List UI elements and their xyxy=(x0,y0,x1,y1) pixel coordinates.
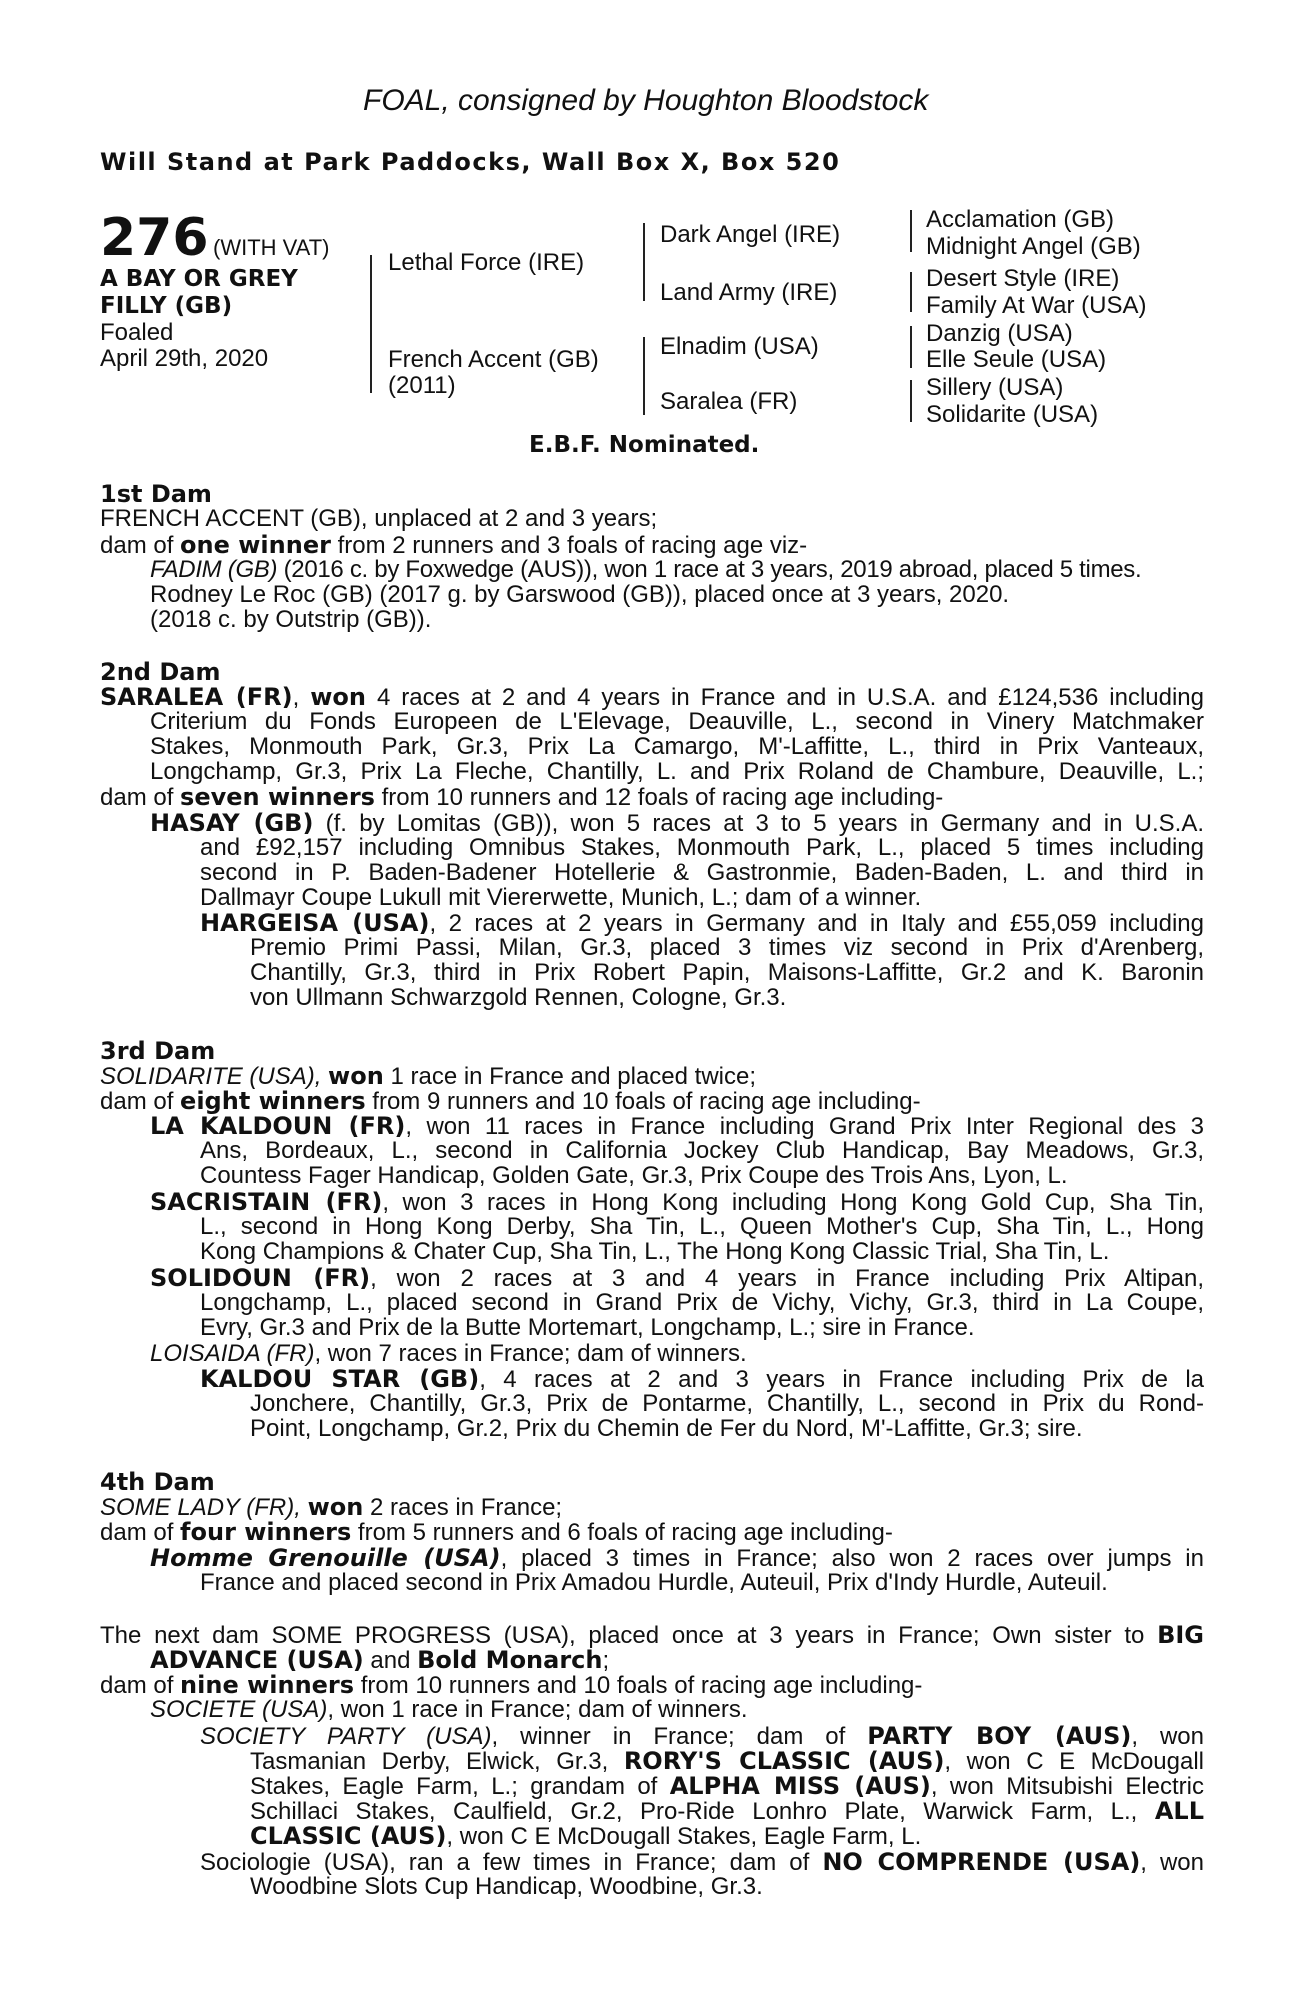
text: , won 1 race in France; dam of winners. xyxy=(327,1696,748,1723)
text: , won 3 races in Hong Kong including Hong Kong Gold Cup, Sha Tin, xyxy=(382,1189,1204,1216)
horse-name: KALDOU STAR (GB) xyxy=(200,1365,480,1393)
text: Stakes, Eagle Farm, L.; grandam of xyxy=(250,1773,670,1800)
vat-label: (WITH VAT) xyxy=(213,235,330,260)
pedigree-sire: Lethal Force (IRE) xyxy=(388,249,585,276)
horse-name: LOISAIDA (FR) xyxy=(150,1340,315,1367)
text: won xyxy=(310,683,366,711)
pedigree-brace-3 xyxy=(643,337,645,415)
pedigree-sds: Desert Style (IRE) xyxy=(926,265,1120,292)
horse-name: ALPHA MISS (AUS) xyxy=(669,1772,931,1800)
third-dam-produce-line xyxy=(100,1089,921,1114)
text: (f. by Lomitas (GB)), won 5 races at 3 to 5 years in Germany and in U.S.A. xyxy=(313,810,1205,837)
hasay-line-4: Dallmayr Coupe Lukull mit Viererwette, Munich, L.; dam of a winner. xyxy=(200,884,922,911)
pedigree-dam: French Accent (GB) xyxy=(388,346,599,373)
first-dam-heading: 1st Dam xyxy=(100,480,212,508)
winners-count: four winners xyxy=(180,1518,352,1546)
text: , xyxy=(292,684,311,711)
text: , won xyxy=(1140,1849,1205,1876)
horse-name: HASAY (GB) xyxy=(150,809,314,837)
pedigree-brace-2 xyxy=(643,223,645,301)
ebf-nominated: E.B.F. Nominated. xyxy=(529,432,760,458)
pedigree-ss: Dark Angel (IRE) xyxy=(660,221,841,248)
horse-name: SOCIETE (USA) xyxy=(150,1696,328,1723)
offspring-2: Rodney Le Roc (GB) (2017 g. by Garswood (GB)), placed once at 3 years, 2020. xyxy=(150,581,1010,608)
homme-grenouille-line-2: France and placed second in Prix Amadou Hurdle, Auteuil, Prix d'Indy Hurdle, Auteuil. xyxy=(200,1569,1108,1596)
fourth-dam-heading: 4th Dam xyxy=(100,1468,215,1496)
horse-name: LA KALDOUN (FR) xyxy=(150,1112,406,1140)
text: won xyxy=(328,1062,384,1090)
horse-name: ADVANCE (USA) xyxy=(150,1646,364,1674)
pedigree-dam-year: (2011) xyxy=(388,372,456,399)
sacristain-line-1 xyxy=(150,1190,1204,1215)
pedigree-sss: Acclamation (GB) xyxy=(926,206,1115,233)
society-party-line-5 xyxy=(250,1824,921,1849)
text: , xyxy=(294,1494,308,1521)
horse-name: SOME LADY (FR) xyxy=(100,1494,295,1521)
horse-name: SOLIDARITE (USA) xyxy=(100,1063,315,1090)
first-dam-produce-line xyxy=(100,533,807,558)
text: , won 7 races in France; dam of winners. xyxy=(314,1340,747,1367)
text: from 5 runners and 6 foals of racing age including- xyxy=(351,1519,893,1546)
homme-grenouille-line-1 xyxy=(150,1546,1204,1571)
winners-count: nine winners xyxy=(180,1671,355,1699)
hargeisa-line-3: Chantilly, Gr.3, third in Prix Robert Papin, Maisons-Laffitte, Gr.2 and K. Baronin xyxy=(250,959,1204,986)
la-kaldoun-line-2: Ans, Bordeaux, L., second in California Jockey Club Handicap, Bay Meadows, Gr.3, xyxy=(200,1137,1204,1164)
second-dam-line-3: Stakes, Monmouth Park, Gr.3, Prix La Camargo, M'-Laffitte, L., third in Prix Vanteaux, xyxy=(150,733,1204,760)
text: from 10 runners and 12 foals of racing age including- xyxy=(374,784,944,811)
pedigree-ddd: Solidarite (USA) xyxy=(926,401,1099,428)
society-party-line-4 xyxy=(250,1799,1204,1824)
text: and xyxy=(363,1647,418,1674)
horse-name: Homme Grenouille (USA) xyxy=(150,1544,501,1572)
pedigree-ssd: Midnight Angel (GB) xyxy=(926,233,1141,260)
pedigree-sdd: Family At War (USA) xyxy=(926,292,1147,319)
hasay-line-1 xyxy=(150,811,1204,836)
offspring-1 xyxy=(150,558,1141,582)
society-party-line-1 xyxy=(200,1724,1204,1749)
first-dam-line: FRENCH ACCENT (GB), unplaced at 2 and 3 years; xyxy=(100,505,658,532)
pedigree-brace-1 xyxy=(370,255,372,393)
text: from 9 runners and 10 foals of racing age including- xyxy=(365,1088,921,1115)
winners-count: seven winners xyxy=(180,783,375,811)
text: (2016 c. by Foxwedge (AUS)), won 1 race at 3 years, 2019 abroad, placed 5 times. xyxy=(277,556,1142,583)
pedigree-brace-6 xyxy=(910,326,912,368)
text: 1 race in France and placed twice; xyxy=(383,1063,756,1090)
sex-line-2: FILLY (GB) xyxy=(100,293,233,319)
winners-count: eight winners xyxy=(180,1087,366,1115)
pedigree-sd: Land Army (IRE) xyxy=(660,279,838,306)
second-dam-heading: 2nd Dam xyxy=(100,658,221,686)
solidoun-line-2: Longchamp, L., placed second in Grand Prix de Vichy, Vichy, Gr.3, third in La Coupe, xyxy=(200,1289,1204,1316)
winners-count: one winner xyxy=(180,531,331,559)
text: Sociologie (USA), ran a few times in France; dam of xyxy=(200,1849,823,1876)
lot-number: 276 xyxy=(100,208,209,268)
text: , placed 3 times in France; also won 2 races over jumps in xyxy=(500,1545,1204,1572)
foaled-label: Foaled xyxy=(100,319,174,346)
text: , won 11 races in France including Grand Prix Inter Regional des 3 xyxy=(405,1113,1204,1140)
second-dam-line-1 xyxy=(100,685,1204,710)
sacristain-line-3: Kong Champions & Chater Cup, Sha Tin, L., The Hong Kong Classic Trial, Sha Tin, L. xyxy=(200,1238,1110,1265)
third-dam-heading: 3rd Dam xyxy=(100,1037,216,1065)
text: , won C E McDougall xyxy=(944,1748,1204,1775)
sociologie-line-2: Woodbine Slots Cup Handicap, Woodbine, Gr.3. xyxy=(250,1873,763,1900)
society-party-line-3 xyxy=(250,1774,1204,1799)
text: The next dam SOME PROGRESS (USA), placed once at 3 years in France; Own sister to xyxy=(100,1622,1158,1649)
second-dam-line-4: Longchamp, Gr.3, Prix La Fleche, Chantilly, L. and Prix Roland de Chambure, Deauville, L.; xyxy=(150,758,1204,785)
society-party-line-2 xyxy=(250,1749,1204,1774)
pedigree-brace-5 xyxy=(910,272,912,312)
pedigree-brace-4 xyxy=(910,210,912,252)
text: , won C E McDougall Stakes, Eagle Farm, L. xyxy=(446,1823,922,1850)
pedigree-dds: Sillery (USA) xyxy=(926,374,1064,401)
pedigree-dss: Danzig (USA) xyxy=(926,320,1073,347)
hargeisa-line-4: von Ullmann Schwarzgold Rennen, Cologne, Gr.3. xyxy=(250,984,787,1011)
pedigree-dd: Saralea (FR) xyxy=(660,388,798,415)
text: dam of xyxy=(100,532,181,559)
horse-name: ALL xyxy=(1154,1797,1204,1825)
horse-name: NO COMPRENDE (USA) xyxy=(822,1848,1141,1876)
text: from 2 runners and 3 foals of racing age viz- xyxy=(330,532,808,559)
kaldou-star-line-2: Jonchere, Chantilly, Gr.3, Prix de Pontarme, Chantilly, L., second in Prix du Rond- xyxy=(250,1390,1204,1417)
horse-name: RORY'S CLASSIC (AUS) xyxy=(623,1747,945,1775)
horse-name: SOCIETY PARTY (USA) xyxy=(200,1723,492,1750)
second-dam-produce-line xyxy=(100,785,943,810)
loisaida-line xyxy=(150,1342,747,1366)
text: Tasmanian Derby, Elwick, Gr.3, xyxy=(250,1748,624,1775)
la-kaldoun-line-1 xyxy=(150,1114,1204,1139)
stand-location: Will Stand at Park Paddocks, Wall Box X, Box 520 xyxy=(100,148,841,176)
text: , xyxy=(314,1063,329,1090)
text: , winner in France; dam of xyxy=(491,1723,868,1750)
second-dam-line-2: Criterium du Fonds Europeen de L'Elevage, Deauville, L., second in Vinery Matchmaker xyxy=(150,708,1204,735)
text: dam of xyxy=(100,1088,181,1115)
fourth-dam-line-1 xyxy=(100,1495,562,1520)
text: Schillaci Stakes, Caulfield, Gr.2, Pro-Ride Lonhro Plate, Warwick Farm, L., xyxy=(250,1798,1155,1825)
text: dam of xyxy=(100,1519,181,1546)
sociologie-line-1 xyxy=(200,1850,1204,1875)
consigned-title: FOAL, consigned by Houghton Bloodstock xyxy=(363,84,929,117)
pedigree-ds: Elnadim (USA) xyxy=(660,333,819,360)
text: ; xyxy=(602,1647,610,1674)
horse-name: FADIM (GB) xyxy=(150,556,278,583)
sex-line-1: A BAY OR GREY xyxy=(100,266,298,292)
horse-name: Bold Monarch xyxy=(417,1646,603,1674)
hasay-line-3: second in P. Baden-Badener Hotellerie & Gastronmie, Baden-Baden, L. and third in xyxy=(200,859,1204,886)
text: dam of xyxy=(100,1672,181,1699)
next-dam-produce-line xyxy=(100,1673,922,1698)
hasay-line-2: and £92,157 including Omnibus Stakes, Monmouth Park, L., placed 5 times including xyxy=(200,834,1204,861)
fourth-dam-produce-line xyxy=(100,1520,893,1545)
text: from 10 runners and 10 foals of racing age including- xyxy=(354,1672,923,1699)
hargeisa-line-2: Premio Primi Passi, Milan, Gr.3, placed 3 times viz second in Prix d'Arenberg, xyxy=(250,934,1204,961)
pedigree-dsd: Elle Seule (USA) xyxy=(926,346,1107,373)
horse-name: SACRISTAIN (FR) xyxy=(150,1188,383,1216)
solidoun-line-1 xyxy=(150,1266,1204,1291)
text: , 2 races at 2 years in Germany and in Italy and £55,059 including xyxy=(429,910,1204,937)
la-kaldoun-line-3: Countess Fager Handicap, Golden Gate, Gr.3, Prix Coupe des Trois Ans, Lyon, L. xyxy=(200,1162,1068,1189)
offspring-3: (2018 c. by Outstrip (GB)). xyxy=(150,606,432,633)
horse-name: HARGEISA (USA) xyxy=(200,909,430,937)
societe-line xyxy=(150,1698,748,1722)
text: dam of xyxy=(100,784,181,811)
next-dam-line-2 xyxy=(150,1648,609,1673)
text: , won Mitsubishi Electric xyxy=(930,1773,1205,1800)
text: won xyxy=(307,1493,364,1521)
horse-name: SOLIDOUN (FR) xyxy=(150,1264,371,1292)
horse-name: CLASSIC (AUS) xyxy=(250,1822,447,1850)
third-dam-line-1 xyxy=(100,1064,756,1089)
hargeisa-line-1 xyxy=(200,911,1204,936)
sacristain-line-2: L., second in Hong Kong Derby, Sha Tin, L., Queen Mother's Cup, Sha Tin, L., Hong xyxy=(200,1213,1204,1240)
text: , won 2 races at 3 and 4 years in France including Prix Altipan, xyxy=(370,1265,1204,1292)
next-dam-line-1 xyxy=(100,1623,1204,1648)
foaled-date: April 29th, 2020 xyxy=(100,345,269,372)
text: 4 races at 2 and 4 years in France and in U.S.A. and £124,536 including xyxy=(366,684,1205,711)
horse-name: PARTY BOY (AUS) xyxy=(867,1722,1132,1750)
kaldou-star-line-3: Point, Longchamp, Gr.2, Prix du Chemin de Fer du Nord, M'-Laffitte, Gr.3; sire. xyxy=(250,1415,1083,1442)
horse-name: BIG xyxy=(1157,1621,1204,1649)
kaldou-star-line-1 xyxy=(200,1367,1204,1392)
text: , 4 races at 2 and 3 years in France including Prix de la xyxy=(479,1366,1204,1393)
horse-name: SARALEA (FR) xyxy=(100,683,293,711)
text: , won xyxy=(1131,1723,1205,1750)
text: 2 races in France; xyxy=(363,1494,563,1521)
solidoun-line-3: Evry, Gr.3 and Prix de la Butte Mortemart, Longchamp, L.; sire in France. xyxy=(200,1314,975,1341)
lot-number-block xyxy=(100,208,330,268)
pedigree-brace-7 xyxy=(910,380,912,422)
